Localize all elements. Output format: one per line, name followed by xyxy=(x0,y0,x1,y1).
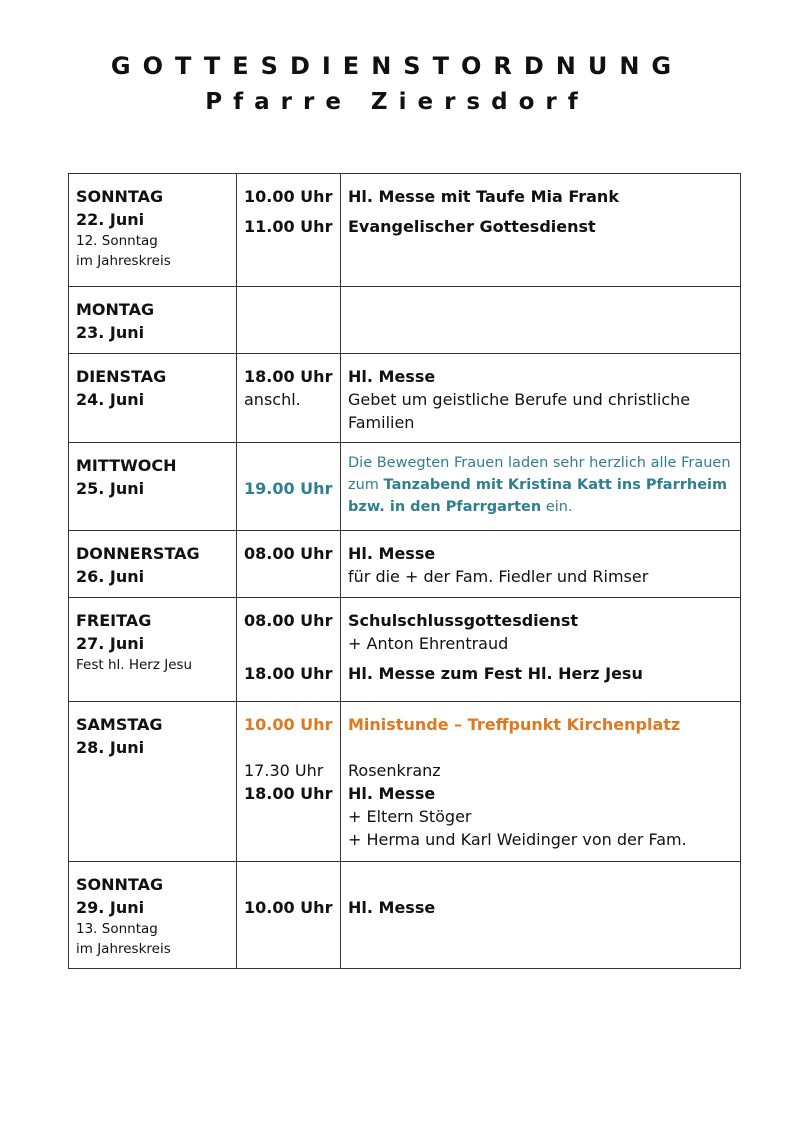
day-name: FREITAG xyxy=(76,611,152,630)
event-cell xyxy=(341,598,741,702)
time-entry: 18.00 Uhr xyxy=(244,367,333,386)
schedule-table xyxy=(68,173,741,969)
day-cell xyxy=(69,702,237,862)
day-date: 28. Juni xyxy=(76,738,145,757)
event-entry: Evangelischer Gottesdienst xyxy=(348,217,596,236)
day-cell xyxy=(69,443,237,531)
day-note: 12. Sonntag xyxy=(76,233,158,249)
table-row xyxy=(69,354,741,443)
time-cell xyxy=(237,287,341,354)
time-cell xyxy=(237,531,341,598)
parish-subtitle: Pfarre Ziersdorf xyxy=(205,89,589,115)
event-entry: + Anton Ehrentraud xyxy=(348,634,509,653)
page-header xyxy=(0,48,794,120)
page-title: GOTTESDIENSTORDNUNG xyxy=(110,52,684,80)
day-date: 22. Juni xyxy=(76,210,145,229)
day-name: MONTAG xyxy=(76,300,155,319)
day-name: DIENSTAG xyxy=(76,367,167,386)
table-row xyxy=(69,702,741,862)
day-cell xyxy=(69,174,237,287)
table-row xyxy=(69,174,741,287)
event-entry: Schulschlussgottesdienst xyxy=(348,611,579,630)
event-entry: Hl. Messe xyxy=(348,367,436,386)
event-cell xyxy=(341,354,741,443)
day-name: SONNTAG xyxy=(76,875,164,894)
day-date: 27. Juni xyxy=(76,634,145,653)
event-entry: Hl. Messe xyxy=(348,898,436,917)
event-highlight: Tanzabend mit Kristina Katt ins Pfarrheim bzw. in den Pfarrgarten xyxy=(348,477,728,515)
day-date: 26. Juni xyxy=(76,567,145,586)
event-cell xyxy=(341,531,741,598)
day-cell xyxy=(69,862,237,969)
event-entry: Hl. Messe mit Taufe Mia Frank xyxy=(348,187,619,206)
time-entry: 18.00 Uhr xyxy=(244,784,333,803)
time-entry: 17.30 Uhr xyxy=(244,761,324,780)
time-cell xyxy=(237,598,341,702)
event-cell xyxy=(341,287,741,354)
day-note: im Jahreskreis xyxy=(76,941,171,957)
time-cell xyxy=(237,443,341,531)
event-entry: Ministunde – Treffpunkt Kirchenplatz xyxy=(348,715,681,734)
table-row xyxy=(69,862,741,969)
event-entry: Gebet um geistliche Berufe und christliche Familien xyxy=(348,390,691,432)
day-name: DONNERSTAG xyxy=(76,544,200,563)
event-entry: Rosenkranz xyxy=(348,761,441,780)
day-name: MITTWOCH xyxy=(76,456,177,475)
table-row xyxy=(69,531,741,598)
day-name: SAMSTAG xyxy=(76,715,163,734)
day-note: im Jahreskreis xyxy=(76,253,171,269)
event-entry: Hl. Messe xyxy=(348,784,436,803)
time-entry: 10.00 Uhr xyxy=(244,898,333,917)
time-entry: 10.00 Uhr xyxy=(244,187,333,206)
day-date: 29. Juni xyxy=(76,898,145,917)
table-row xyxy=(69,287,741,354)
event-cell xyxy=(341,443,741,531)
time-entry: 11.00 Uhr xyxy=(244,217,333,236)
event-entry: Hl. Messe xyxy=(348,544,436,563)
time-cell xyxy=(237,174,341,287)
day-date: 25. Juni xyxy=(76,479,145,498)
event-entry: für die + der Fam. Fiedler und Rimser xyxy=(348,567,649,586)
day-cell xyxy=(69,354,237,443)
event-invitation xyxy=(348,452,734,518)
day-date: 24. Juni xyxy=(76,390,145,409)
time-cell xyxy=(237,862,341,969)
event-cell xyxy=(341,862,741,969)
time-entry: 18.00 Uhr xyxy=(244,664,333,683)
time-entry: 10.00 Uhr xyxy=(244,715,333,734)
day-date: 23. Juni xyxy=(76,323,145,342)
event-cell xyxy=(341,174,741,287)
time-entry: 08.00 Uhr xyxy=(244,611,333,630)
time-entry: 08.00 Uhr xyxy=(244,544,333,563)
time-cell xyxy=(237,354,341,443)
table-row xyxy=(69,598,741,702)
time-cell xyxy=(237,702,341,862)
day-note: 13. Sonntag xyxy=(76,921,158,937)
day-cell xyxy=(69,287,237,354)
event-entry: + Herma und Karl Weidinger von der Fam. xyxy=(348,830,687,849)
table-row xyxy=(69,443,741,531)
time-entry: 19.00 Uhr xyxy=(244,478,333,498)
event-cell xyxy=(341,702,741,862)
event-entry: Hl. Messe zum Fest Hl. Herz Jesu xyxy=(348,664,643,683)
event-entry: Die Bewegten Frauen laden sehr herzlich alle Frauen zum xyxy=(348,455,731,493)
day-cell xyxy=(69,531,237,598)
event-entry: + Eltern Stöger xyxy=(348,807,472,826)
day-name: SONNTAG xyxy=(76,187,164,206)
day-cell xyxy=(69,598,237,702)
day-note: Fest hl. Herz Jesu xyxy=(76,657,193,673)
time-entry: anschl. xyxy=(244,390,301,409)
event-entry: ein. xyxy=(545,499,573,515)
